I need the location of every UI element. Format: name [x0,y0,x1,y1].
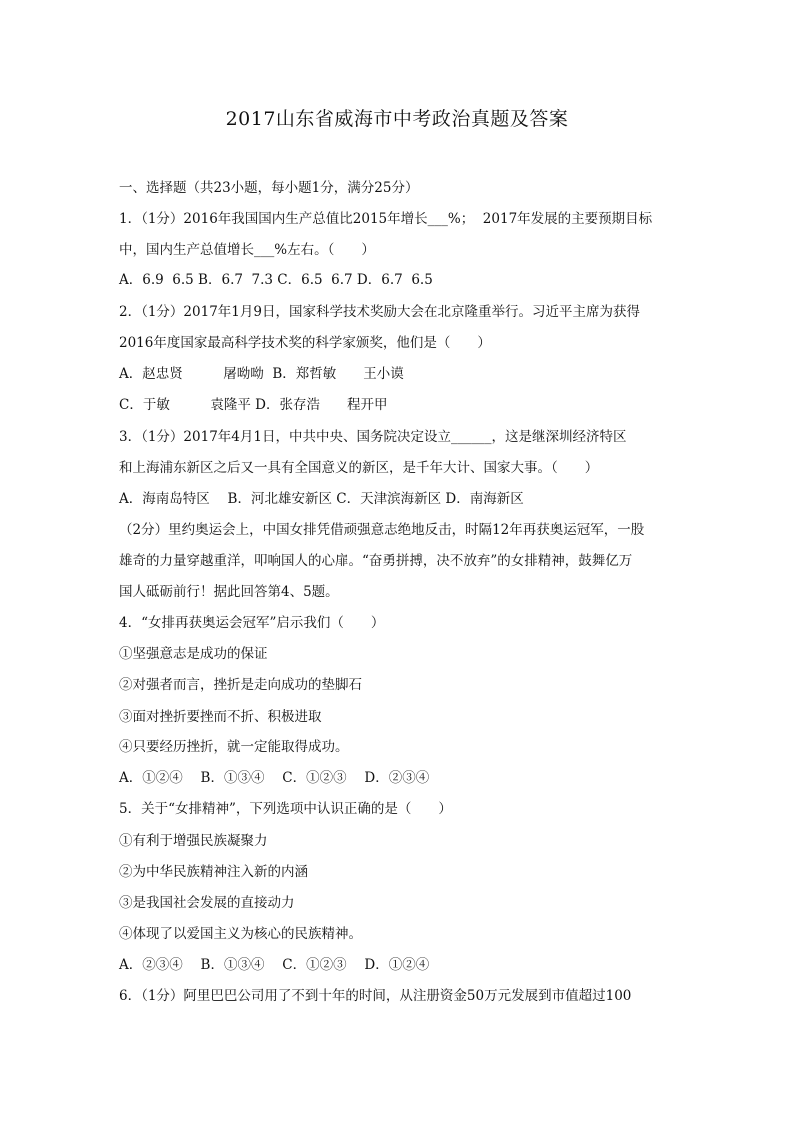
text-line: ②对强者而言，挫折是走向成功的垫脚石 [119,677,362,693]
text-line: 和上海浦东新区之后又一具有全国意义的新区，是千年大计、国家大事。（ ） [119,460,599,476]
text-line: A．海南岛特区 B．河北雄安新区 C．天津滨海新区 D．南海新区 [119,491,524,507]
text-line: 国人砥砺前行！据此回答第4、5题。 [119,584,339,600]
text-line: ③面对挫折要挫而不折、积极进取 [119,709,322,725]
text-line: ④只要经历挫折，就一定能取得成功。 [119,739,349,755]
text-line: ④体现了以爱国主义为核心的民族精神。 [119,926,362,942]
text-line: 6．（1分）阿里巴巴公司用了不到十年的时间，从注册资金50万元发展到市值超过100 [119,988,632,1004]
text-line: A．②③④ B．①③④ C．①②③ D．①②④ [119,957,430,973]
text-line: （2分）里约奥运会上，中国女排凭借顽强意志绝地反击，时隔12年再获奥运冠军，一股 [119,522,645,538]
text-line: 1．（1分）2016年我国国内生产总值比2015年增长___%； 2017年发展的主要预期目标 [119,211,653,227]
text-line: 4．“女排再获奥运会冠军”启示我们（ ） [119,615,385,631]
text-line: C．于敏 袁隆平 D．张存浩 程开甲 [119,397,388,413]
text-line: ②为中华民族精神注入新的内涵 [119,864,308,880]
text-line: 一、选择题（共23小题，每小题1分，满分25分） [119,180,419,196]
text-line: 5．关于“女排精神”，下列选项中认识正确的是（ ） [119,801,452,817]
text-line: 中，国内生产总值增长___%左右。（ ） [119,242,375,258]
text-line: ①有利于增强民族凝聚力 [119,833,268,849]
text-line: 2016年度国家最高科学技术奖的科学家颁奖，他们是（ ） [119,335,491,351]
text-line: ③是我国社会发展的直接动力 [119,895,295,911]
text-line: A．①②④ B．①③④ C．①②③ D．②③④ [119,770,430,786]
text-line: A．赵忠贤 屠呦呦 B．郑哲敏 王小谟 [119,366,404,382]
page-title: 2017山东省威海市中考政治真题及答案 [225,108,569,130]
text-line: 3．（1分）2017年4月1日，中共中央、国务院决定设立______，这是继深圳经济特区 [119,429,627,445]
text-line: A．6.9 6.5 B．6.7 7.3 C．6.5 6.7 D．6.7 6.5 [119,272,433,288]
text-line: 2．（1分）2017年1月9日，国家科学技术奖励大会在北京隆重举行。习近平主席为获得 [119,304,640,320]
text-line: 雄奇的力量穿越重洋，叩响国人的心扉。“奋勇拼搏，决不放弃”的女排精神，鼓舞亿万 [119,553,633,569]
text-line: ①坚强意志是成功的保证 [119,646,268,662]
